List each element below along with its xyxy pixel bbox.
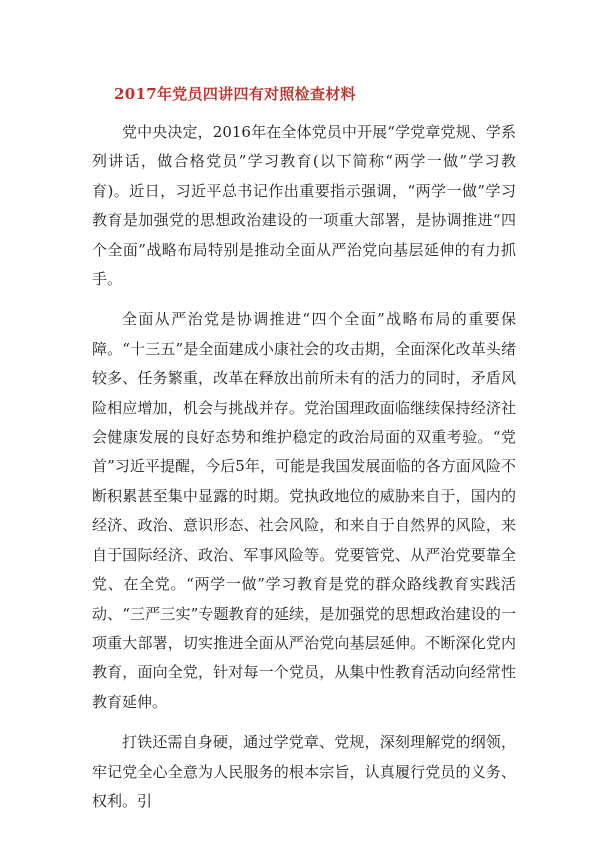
paragraph-3: 打铁还需自身硬，通过学党章、党规，深刻理解党的纲领，牢记党全心全意为人民服务的根本宗旨，认真履行党员的义务、权利。引 <box>92 733 516 810</box>
paragraph-1: 党中央决定，2016年在全体党员中开展“学党章党规、学系列讲话，做合格党员”学习教育(以下简称“两学一做”学习教育)。近日，习近平总书记作出重要指示强调，“两学一做”学习教育是加强党的思想政治建设的一项重大部署，是协调推进“四个全面”战略布局特别是推动全面从严治党向基层延伸的有力抓手。 <box>92 123 516 289</box>
document-page <box>92 84 516 827</box>
document-title: 2017年党员四讲四有对照检查材料 <box>114 85 356 103</box>
paragraph-2: 全面从严治党是协调推进“四个全面”战略布局的重要保障。“十三五”是全面建成小康社会的攻击期，全面深化改革头绪较多、任务繁重，改革在释放出前所未有的活力的同时，矛盾风险相应增加，机会与挑战并存。党治国理政面临继续保持经济社会健康发展的良好态势和维护稳定的政治局面的双重考验。“党首”习近平提醒，今后5年，可能是我国发展面临的各方面风险不断积累甚至集中显露的时期。党执政地位的威胁来自于，国内的经济、政治、意识形态、社会风险，和来自于自然界的风险，来自于国际经济、政治、军事风险等。党要管党、从严治党要靠全党、在全党。“两学一做”学习教育是党的群众路线教育实践活动、“三严三实”专题教育的延续，是加强党的思想政治建设的一项重大部署，切实推进全面从严治党向基层延伸。不断深化党内教育，面向全党，针对每一个党员，从集中性教育活动向经常性教育延伸。 <box>92 310 516 711</box>
